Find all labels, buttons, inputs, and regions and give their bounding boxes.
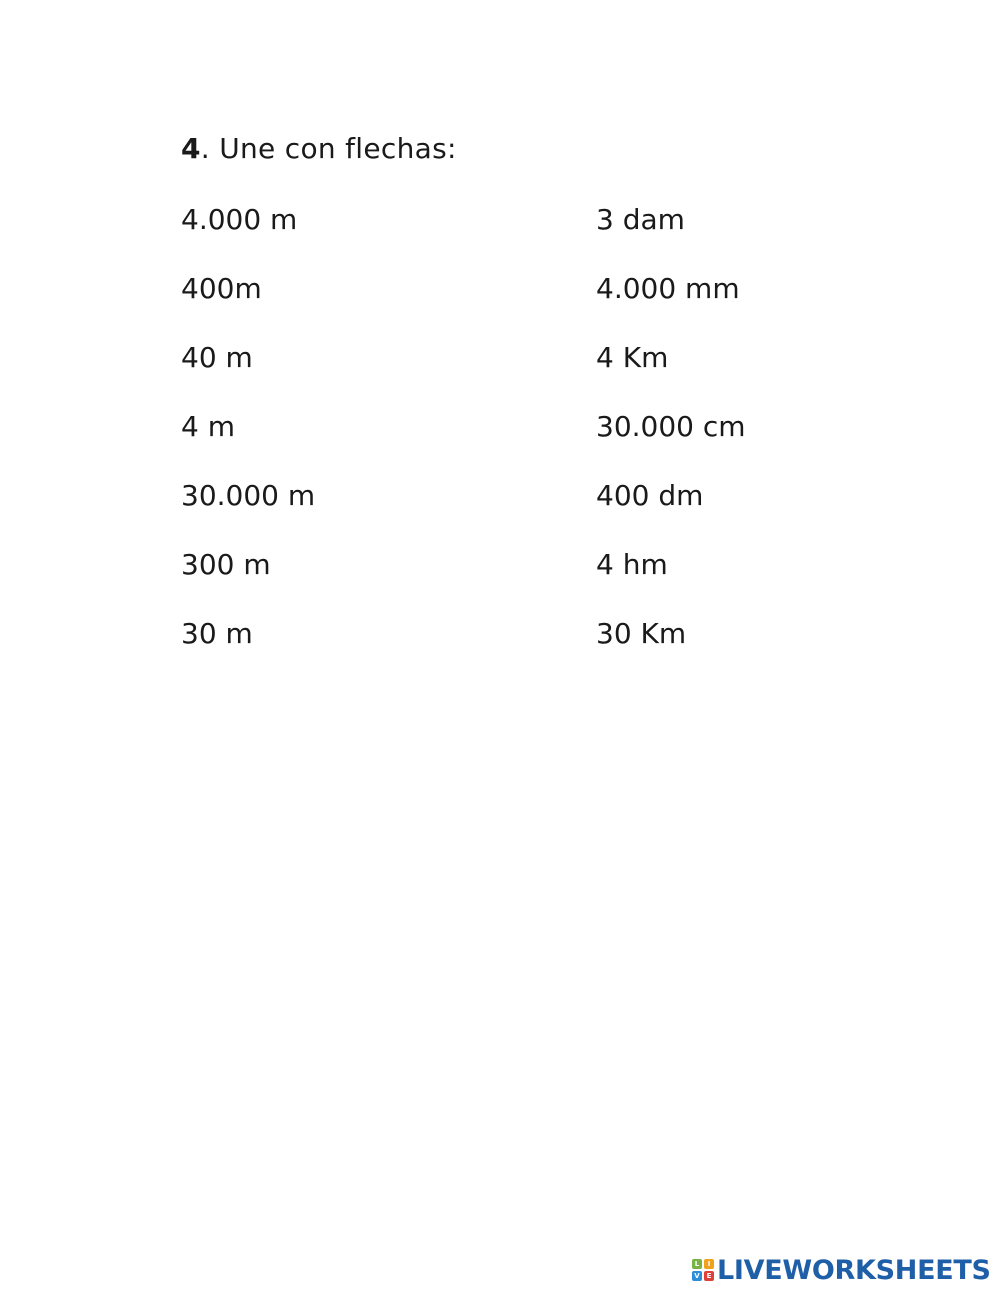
right-item[interactable]: 3 dam xyxy=(596,203,685,236)
right-item[interactable]: 30.000 cm xyxy=(596,410,746,443)
left-item[interactable]: 400m xyxy=(181,272,262,305)
left-item[interactable]: 40 m xyxy=(181,341,253,374)
right-item[interactable]: 4.000 mm xyxy=(596,272,740,305)
liveworksheets-brand: LIVEWORKSHEETS xyxy=(717,1254,991,1286)
right-item[interactable]: 4 hm xyxy=(596,548,668,581)
exercise-title xyxy=(181,132,457,165)
left-item[interactable]: 4.000 m xyxy=(181,203,298,236)
left-item[interactable]: 30.000 m xyxy=(181,479,316,512)
right-item[interactable]: 400 dm xyxy=(596,479,704,512)
left-item[interactable]: 30 m xyxy=(181,617,253,650)
left-item[interactable]: 300 m xyxy=(181,548,271,581)
liveworksheets-logo xyxy=(692,1255,991,1285)
exercise-number: 4 xyxy=(181,132,201,165)
right-column xyxy=(596,201,746,684)
liveworksheets-logo-icon: L I V E xyxy=(692,1259,714,1281)
right-item[interactable]: 4 Km xyxy=(596,341,669,374)
exercise-instruction: . Une con flechas: xyxy=(200,132,457,165)
left-item[interactable]: 4 m xyxy=(181,410,235,443)
right-item[interactable]: 30 Km xyxy=(596,617,687,650)
left-column xyxy=(181,201,315,684)
